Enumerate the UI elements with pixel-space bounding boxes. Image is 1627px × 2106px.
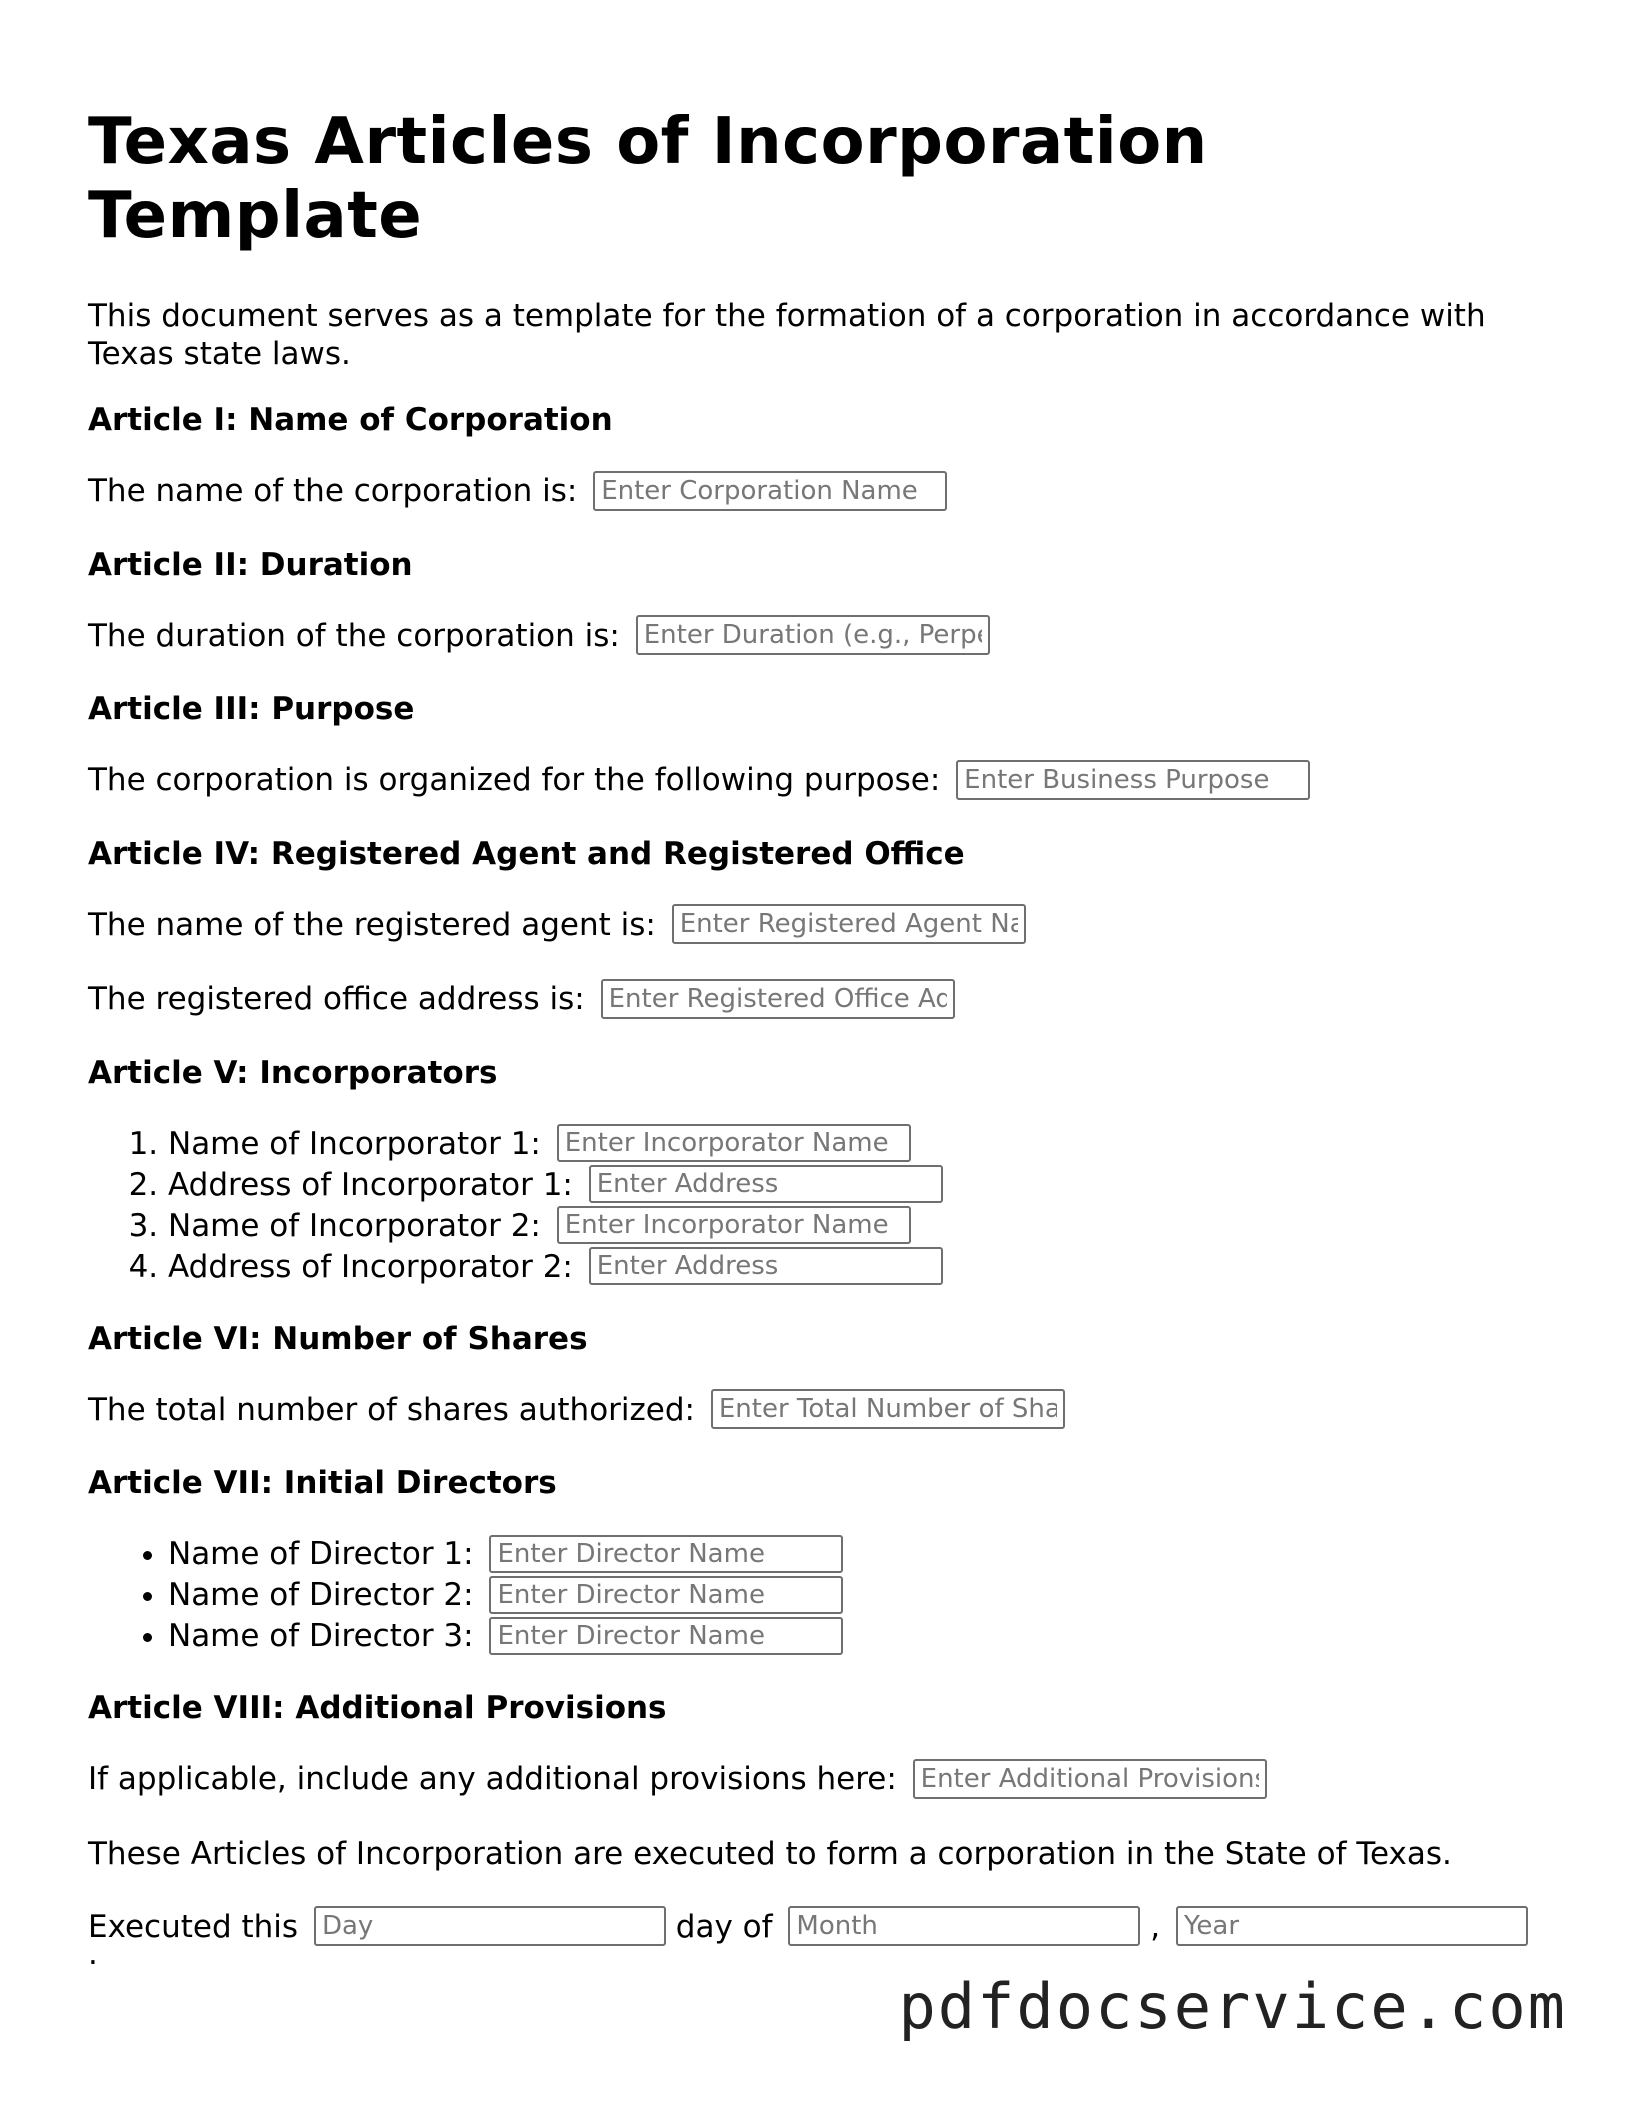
additional-provisions-input[interactable]	[913, 1759, 1267, 1799]
shares-input[interactable]	[711, 1389, 1065, 1429]
article-8-heading: Article VIII: Additional Provisions	[88, 1690, 667, 1726]
incorporator-1-name-input[interactable]	[557, 1124, 911, 1162]
article-7-heading: Article VII: Initial Directors	[88, 1465, 557, 1501]
trailing-period: .	[88, 1936, 98, 1972]
incorporator-1-address-label: Address of Incorporator 1:	[168, 1166, 573, 1203]
shares-label: The total number of shares authorized:	[88, 1391, 695, 1428]
article-2-heading: Article II: Duration	[88, 546, 413, 583]
article-8-row	[88, 1759, 1548, 1801]
list-item	[168, 1616, 1548, 1657]
registered-office-input[interactable]	[601, 979, 955, 1019]
list-item	[168, 1575, 1548, 1616]
closing-statement: These Articles of Incorporation are executed to form a corporation in the State of Texas.	[88, 1835, 1452, 1872]
director-2-input[interactable]	[489, 1576, 843, 1614]
article-4-office-row	[88, 979, 1548, 1021]
document-page	[88, 105, 1548, 1972]
director-1-label: Name of Director 1:	[168, 1536, 474, 1572]
list-item	[168, 1165, 1548, 1206]
purpose-input[interactable]	[956, 760, 1310, 800]
director-3-input[interactable]	[489, 1617, 843, 1655]
watermark-logo: pdfdocservice.com	[898, 1970, 1567, 2043]
article-4-heading: Article IV: Registered Agent and Registered Office	[88, 835, 965, 872]
article-5-heading: Article V: Incorporators	[88, 1054, 498, 1091]
incorporator-2-name-input[interactable]	[557, 1206, 911, 1244]
article-6-row	[88, 1390, 1548, 1432]
executed-this-label: Executed this	[88, 1908, 299, 1945]
registered-agent-input[interactable]	[672, 904, 1026, 944]
article-3-heading: Article III: Purpose	[88, 691, 415, 727]
execution-row	[88, 1907, 1548, 1949]
article-2-row	[88, 616, 1548, 658]
list-item	[168, 1534, 1548, 1575]
list-item	[168, 1124, 1548, 1165]
corporation-name-label: The name of the corporation is:	[88, 473, 578, 509]
month-input[interactable]	[788, 1906, 1140, 1946]
registered-agent-label: The name of the registered agent is:	[88, 906, 656, 943]
duration-label: The duration of the corporation is:	[88, 617, 620, 654]
purpose-label: The corporation is organized for the following purpose:	[88, 762, 941, 798]
incorporator-1-address-input[interactable]	[589, 1165, 943, 1203]
incorporator-2-name-label: Name of Incorporator 2:	[168, 1207, 541, 1244]
day-input[interactable]	[314, 1906, 666, 1946]
comma-separator: ,	[1150, 1908, 1161, 1945]
page-title: Texas Articles of Incorporation Template	[88, 105, 1208, 253]
intro-paragraph: This document serves as a template for the formation of a corporation in accordance with Texas state laws.	[88, 298, 1486, 372]
duration-input[interactable]	[636, 615, 990, 655]
incorporators-list	[88, 1124, 1548, 1288]
article-3-row	[88, 760, 1548, 802]
article-4-agent-row	[88, 905, 1548, 947]
registered-office-label: The registered office address is:	[88, 981, 585, 1017]
incorporator-1-name-label: Name of Incorporator 1:	[168, 1125, 541, 1162]
corporation-name-input[interactable]	[593, 471, 947, 511]
article-6-heading: Article VI: Number of Shares	[88, 1320, 588, 1357]
article-1-row	[88, 471, 1548, 513]
directors-list	[88, 1534, 1548, 1657]
year-input[interactable]	[1176, 1906, 1528, 1946]
additional-provisions-label: If applicable, include any additional provisions here:	[88, 1761, 897, 1797]
list-item	[168, 1206, 1548, 1247]
incorporator-2-address-input[interactable]	[589, 1247, 943, 1285]
director-3-label: Name of Director 3:	[168, 1618, 474, 1654]
director-2-label: Name of Director 2:	[168, 1577, 474, 1613]
day-of-label: day of	[675, 1908, 773, 1945]
incorporator-2-address-label: Address of Incorporator 2:	[168, 1248, 573, 1285]
director-1-input[interactable]	[489, 1535, 843, 1573]
list-item	[168, 1247, 1548, 1288]
article-1-heading: Article I: Name of Corporation	[88, 402, 613, 438]
